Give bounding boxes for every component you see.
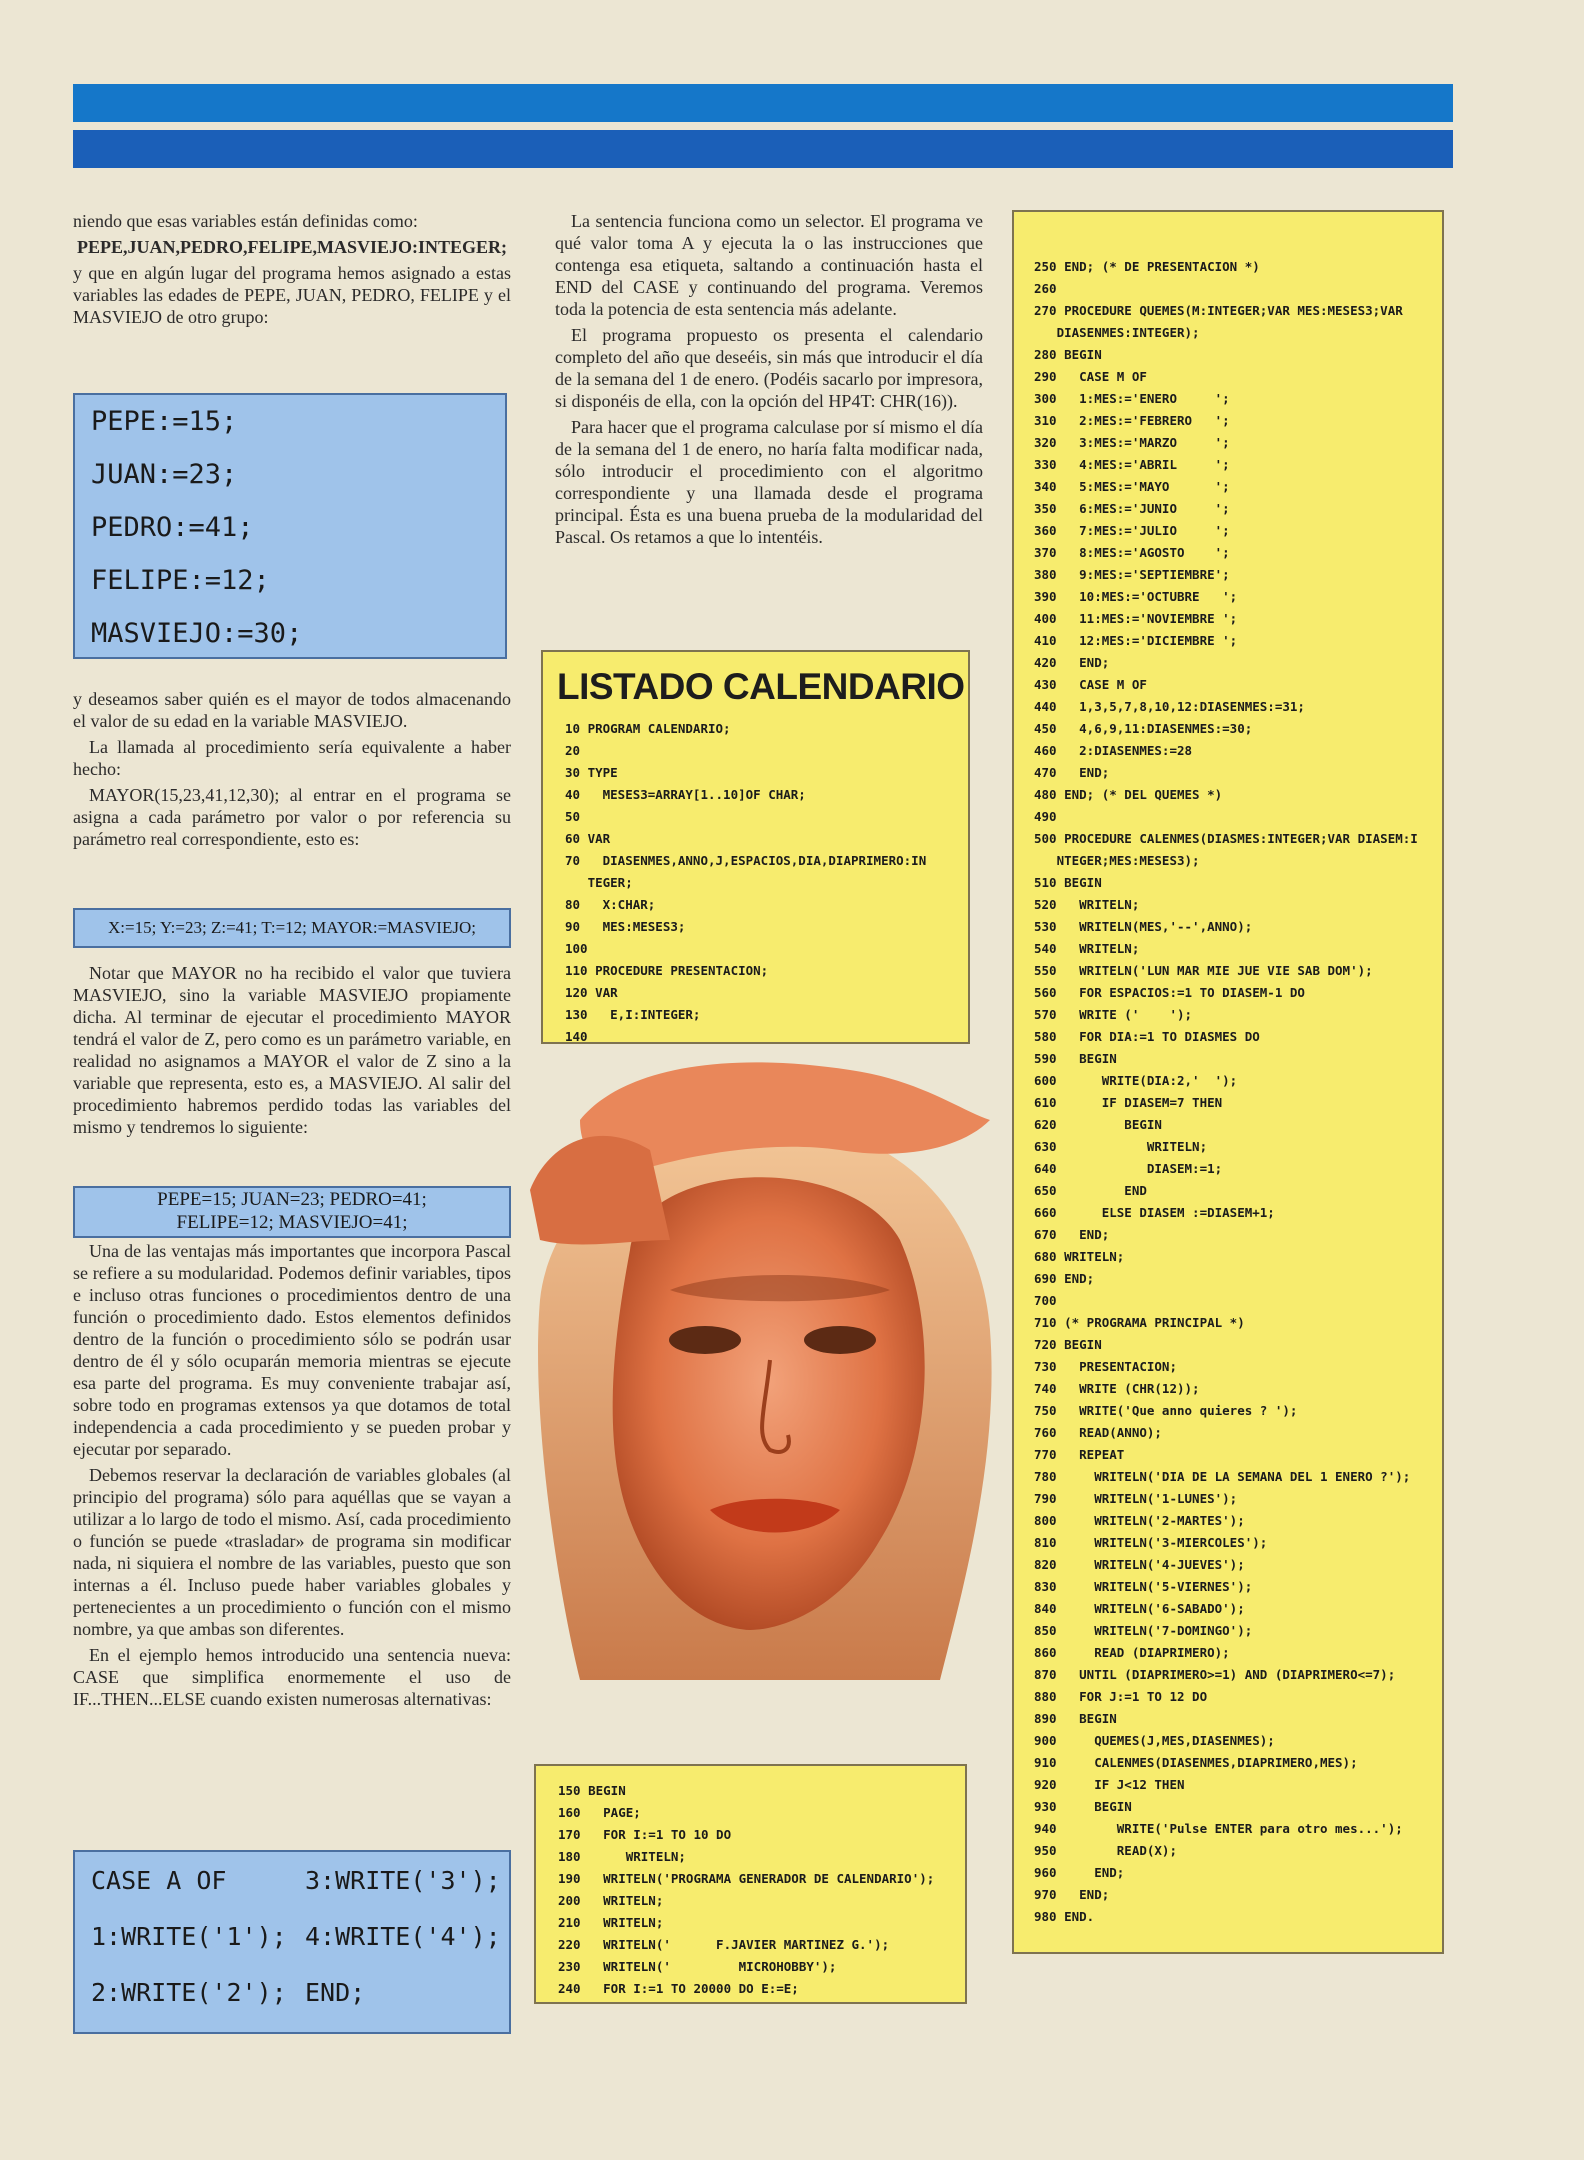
code-line: 740 WRITE (CHR(12)); bbox=[1034, 1381, 1200, 1396]
code-line: 100 bbox=[565, 941, 588, 956]
code-line: 930 BEGIN bbox=[1034, 1799, 1132, 1814]
code-line: 900 QUEMES(J,MES,DIASENMES); bbox=[1034, 1733, 1275, 1748]
code-line: 730 PRESENTACION; bbox=[1034, 1359, 1177, 1374]
code-line: 720 BEGIN bbox=[1034, 1337, 1102, 1352]
listing-box-part-2 bbox=[534, 1764, 967, 2004]
paragraph: Una de las ventajas más importantes que incorpora Pascal se refiere a su modularidad. Podemos definir variables, tipos e incluso otras funciones o procedimientos dentro de una función o procedimiento dado. Estos elementos definidos dentro de la función o procedimiento sólo se podrán usar dentro de él y sólo ocuparán memoria mientras se ejecute esa parte del programa. Es muy conveniente trabajar así, sobre todo en programas extensos ya que dotamos de total independencia a cada procedimiento y se pueden probar y ejecutar por separado. bbox=[73, 1241, 511, 1459]
code-line: 380 9:MES:='SEPTIEMBRE'; bbox=[1034, 567, 1230, 582]
code-line: 570 WRITE (' '); bbox=[1034, 1007, 1193, 1022]
code-line: 160 PAGE; bbox=[558, 1805, 641, 1820]
code-line: 870 UNTIL (DIAPRIMERO>=1) AND (DIAPRIMERO<=7); bbox=[1034, 1667, 1396, 1682]
code-line: 460 2:DIASENMES:=28 bbox=[1034, 743, 1193, 758]
code-line: 360 7:MES:='JULIO '; bbox=[1034, 523, 1230, 538]
code-line: 580 FOR DIA:=1 TO DIASMES DO bbox=[1034, 1029, 1260, 1044]
listing-title: LISTADO CALENDARIO bbox=[557, 666, 965, 707]
code-line: 780 WRITELN('DIA DE LA SEMANA DEL 1 ENERO ?'); bbox=[1034, 1469, 1411, 1484]
code-line: 750 WRITE('Que anno quieres ? '); bbox=[1034, 1403, 1298, 1418]
code-line: 420 END; bbox=[1034, 655, 1110, 670]
code-line: 340 5:MES:='MAYO '; bbox=[1034, 479, 1230, 494]
article-column-1-part-2 bbox=[73, 688, 511, 854]
code-line: 610 IF DIASEM=7 THEN bbox=[1034, 1095, 1223, 1110]
code-line: 500 PROCEDURE CALENMES(DIASMES:INTEGER;VAR DIASEM:I bbox=[1034, 831, 1418, 846]
variable-declaration: PEPE,JUAN,PEDRO,FELIPE,MASVIEJO:INTEGER; bbox=[76, 237, 508, 257]
code-line: 220 WRITELN(' F.JAVIER MARTINEZ G.'); bbox=[558, 1937, 890, 1952]
code-line: 110 PROCEDURE PRESENTACION; bbox=[565, 963, 769, 978]
code-line: 950 READ(X); bbox=[1034, 1843, 1177, 1858]
code-line: 400 11:MES:='NOVIEMBRE '; bbox=[1034, 611, 1238, 626]
code-line: 890 BEGIN bbox=[1034, 1711, 1117, 1726]
code-line: 180 WRITELN; bbox=[558, 1849, 686, 1864]
code-line: 790 WRITELN('1-LUNES'); bbox=[1034, 1491, 1238, 1506]
code-line: 860 READ (DIAPRIMERO); bbox=[1034, 1645, 1230, 1660]
paragraph: En el ejemplo hemos introducido una sentencia nueva: CASE que simplifica enormemente el uso de IF...THEN...ELSE cuando existen numerosas alternativas: bbox=[73, 1645, 511, 1709]
code-line: 80 X:CHAR; bbox=[565, 897, 656, 912]
code-line: 680 WRITELN; bbox=[1034, 1249, 1125, 1264]
code-line: 120 VAR bbox=[565, 985, 618, 1000]
code-line: 600 WRITE(DIA:2,' '); bbox=[1034, 1073, 1238, 1088]
paragraph: niendo que esas variables están definidas como: bbox=[73, 211, 418, 231]
code-line: 650 END bbox=[1034, 1183, 1147, 1198]
code-line: 290 CASE M OF bbox=[1034, 369, 1147, 384]
code-line: MASVIEJO:=30; bbox=[91, 618, 303, 649]
code-line: 200 WRITELN; bbox=[558, 1893, 664, 1908]
code-line: 230 WRITELN(' MICROHOBBY'); bbox=[558, 1959, 837, 1974]
code-line: 480 END; (* DEL QUEMES *) bbox=[1034, 787, 1223, 802]
code-line: 210 WRITELN; bbox=[558, 1915, 664, 1930]
code-line: 920 IF J<12 THEN bbox=[1034, 1777, 1185, 1792]
code-line: TEGER; bbox=[565, 875, 633, 890]
code-line: 130 E,I:INTEGER; bbox=[565, 1007, 701, 1022]
code-line: 270 PROCEDURE QUEMES(M:INTEGER;VAR MES:MESES3;VAR bbox=[1034, 303, 1403, 318]
code-line: 300 1:MES:='ENERO '; bbox=[1034, 391, 1230, 406]
listing-box-part-1 bbox=[541, 650, 970, 1044]
code-line: 40 MESES3=ARRAY[1..10]OF CHAR; bbox=[565, 787, 806, 802]
code-line: 330 4:MES:='ABRIL '; bbox=[1034, 457, 1230, 472]
code-line: 710 (* PROGRAMA PRINCIPAL *) bbox=[1034, 1315, 1245, 1330]
code-line: CASE A OF bbox=[91, 1866, 227, 1895]
code-line: 410 12:MES:='DICIEMBRE '; bbox=[1034, 633, 1238, 648]
code-line: 350 6:MES:='JUNIO '; bbox=[1034, 501, 1230, 516]
listing-box-part-3 bbox=[1012, 210, 1444, 1954]
code-line: 440 1,3,5,7,8,10,12:DIASENMES:=31; bbox=[1034, 699, 1305, 714]
article-column-1-part-4 bbox=[73, 1240, 511, 1714]
article-column-1 bbox=[73, 210, 511, 332]
paragraph: Debemos reservar la declaración de variables globales (al principio del programa) sólo para aquéllas que se vayan a utilizar a lo largo de todo el mismo. Así, cada procedimiento o función se puede «trasladar» de programa sin modificar nada, ni siquiera el nombre de las variables, puesto que son internas a él. Incluso puede haber variables globales y pertenecientes a un procedimiento o función con el mismo nombre, ya que ambas son diferentes. bbox=[73, 1465, 511, 1639]
code-line: 490 bbox=[1034, 809, 1057, 824]
code-line: 820 WRITELN('4-JUEVES'); bbox=[1034, 1557, 1245, 1572]
code-line: 630 WRITELN; bbox=[1034, 1139, 1208, 1154]
code-line: FELIPE:=12; bbox=[91, 565, 270, 596]
code-line: 940 WRITE('Pulse ENTER para otro mes...'); bbox=[1034, 1821, 1403, 1836]
code-line: 540 WRITELN; bbox=[1034, 941, 1140, 956]
code-line: 620 BEGIN bbox=[1034, 1117, 1162, 1132]
code-line: NTEGER;MES:MESES3); bbox=[1034, 853, 1200, 868]
code-line: 510 BEGIN bbox=[1034, 875, 1102, 890]
code-line: 700 bbox=[1034, 1293, 1057, 1308]
code-line: 370 8:MES:='AGOSTO '; bbox=[1034, 545, 1230, 560]
code-line: 550 WRITELN('LUN MAR MIE JUE VIE SAB DOM'); bbox=[1034, 963, 1373, 978]
code-line: 590 BEGIN bbox=[1034, 1051, 1117, 1066]
code-line: 670 END; bbox=[1034, 1227, 1110, 1242]
code-line: JUAN:=23; bbox=[91, 459, 238, 490]
code-line: 280 BEGIN bbox=[1034, 347, 1102, 362]
case-example-box bbox=[73, 1850, 511, 2034]
code-line: PEDRO:=41; bbox=[91, 512, 254, 543]
code-line: 850 WRITELN('7-DOMINGO'); bbox=[1034, 1623, 1253, 1638]
code-line: 90 MES:MESES3; bbox=[565, 919, 686, 934]
article-column-2 bbox=[555, 210, 983, 552]
code-line: 430 CASE M OF bbox=[1034, 677, 1147, 692]
code-line: 660 ELSE DIASEM :=DIASEM+1; bbox=[1034, 1205, 1275, 1220]
paragraph: La llamada al procedimiento sería equivalente a haber hecho: bbox=[73, 737, 511, 779]
code-line: 760 READ(ANNO); bbox=[1034, 1425, 1162, 1440]
code-line: 810 WRITELN('3-MIERCOLES'); bbox=[1034, 1535, 1268, 1550]
code-line: 520 WRITELN; bbox=[1034, 897, 1140, 912]
code-line: 2:WRITE('2'); bbox=[91, 1978, 287, 2007]
code-line: 560 FOR ESPACIOS:=1 TO DIASEM-1 DO bbox=[1034, 985, 1305, 1000]
code-line: 190 WRITELN('PROGRAMA GENERADOR DE CALENDARIO'); bbox=[558, 1871, 935, 1886]
code-line: 60 VAR bbox=[565, 831, 611, 846]
code-line: 1:WRITE('1'); bbox=[91, 1922, 287, 1951]
code-line: 310 2:MES:='FEBRERO '; bbox=[1034, 413, 1230, 428]
code-line: 140 bbox=[565, 1029, 588, 1044]
code-line: 830 WRITELN('5-VIERNES'); bbox=[1034, 1579, 1253, 1594]
assignment-code-box bbox=[73, 393, 507, 659]
paragraph: Para hacer que el programa calculase por sí mismo el día de la semana del 1 de enero, no haría falta modificar nada, sólo introducir el procedimiento con el algoritmo correspondiente y una llamada desde el programa principal. Ésta es una buena prueba de la modularidad del Pascal. Os retamos a que lo intentéis. bbox=[555, 417, 983, 547]
code-line: 10 PROGRAM CALENDARIO; bbox=[565, 721, 731, 736]
code-line: 240 FOR I:=1 TO 20000 DO E:=E; bbox=[558, 1981, 799, 1996]
paragraph: y deseamos saber quién es el mayor de todos almacenando el valor de su edad en la variable MASVIEJO. bbox=[73, 689, 511, 731]
code-line: 770 REPEAT bbox=[1034, 1447, 1125, 1462]
paragraph: Notar que MAYOR no ha recibido el valor que tuviera MASVIEJO, sino la variable MASVIEJO propiamente dicha. Al terminar de ejecutar el procedimiento MAYOR tendrá el valor de Z, pero como es un parámetro variable, en realidad no asignamos a MAYOR el valor de Z sino a la variable que representa, esto es, a MASVIEJO. Al salir del procedimiento habremos perdido todas las variables del mismo y tendremos lo siguiente: bbox=[73, 963, 511, 1137]
paragraph: El programa propuesto os presenta el calendario completo del año que deseéis, sin más que introducir el día de la semana del 1 de enero. (Podéis sacarlo por impresora, si disponéis de ella, con la opción del HP4T: CHR(16)). bbox=[555, 325, 983, 411]
listing-lines bbox=[543, 718, 968, 1048]
code-line: 960 END; bbox=[1034, 1865, 1125, 1880]
parameter-call-box: X:=15; Y:=23; Z:=41; T:=12; MAYOR:=MASVIEJO; bbox=[73, 908, 511, 948]
code-line: 450 4,6,9,11:DIASENMES:=30; bbox=[1034, 721, 1253, 736]
result-line: FELIPE=12; MASVIEJO=41; bbox=[176, 1212, 408, 1233]
result-line: PEPE=15; JUAN=23; PEDRO=41; bbox=[157, 1189, 427, 1210]
code-line: 880 FOR J:=1 TO 12 DO bbox=[1034, 1689, 1208, 1704]
code-line: DIASENMES:INTEGER); bbox=[1034, 325, 1200, 340]
code-line: 910 CALENMES(DIASENMES,DIAPRIMERO,MES); bbox=[1034, 1755, 1358, 1770]
code-line: 640 DIASEM:=1; bbox=[1034, 1161, 1223, 1176]
result-box bbox=[73, 1186, 511, 1238]
header-bar-bottom bbox=[73, 130, 1453, 168]
code-line: 320 3:MES:='MARZO '; bbox=[1034, 435, 1230, 450]
code-line: 4:WRITE('4'); bbox=[305, 1922, 501, 1951]
paragraph: y que en algún lugar del programa hemos asignado a estas variables las edades de PEPE, JUAN, PEDRO, FELIPE y el MASVIEJO de otro grupo: bbox=[73, 263, 511, 327]
listing-lines bbox=[536, 1780, 965, 2000]
code-line: 3:WRITE('3'); bbox=[305, 1866, 501, 1895]
article-column-1-part-3 bbox=[73, 962, 511, 1142]
code-line: 690 END; bbox=[1034, 1271, 1095, 1286]
code-line: 70 DIASENMES,ANNO,J,ESPACIOS,DIA,DIAPRIMERO:IN bbox=[565, 853, 927, 868]
code-line: 530 WRITELN(MES,'--',ANNO); bbox=[1034, 919, 1253, 934]
code-line: 800 WRITELN('2-MARTES'); bbox=[1034, 1513, 1245, 1528]
code-line: 390 10:MES:='OCTUBRE '; bbox=[1034, 589, 1238, 604]
code-line: 980 END. bbox=[1034, 1909, 1095, 1924]
code-line: 260 bbox=[1034, 281, 1057, 296]
code-line: 170 FOR I:=1 TO 10 DO bbox=[558, 1827, 732, 1842]
code-line: 150 BEGIN bbox=[558, 1783, 626, 1798]
code-line: END; bbox=[305, 1978, 366, 2007]
code-line: 470 END; bbox=[1034, 765, 1110, 780]
code-line: 20 bbox=[565, 743, 581, 758]
code-line: PEPE:=15; bbox=[91, 406, 238, 437]
face-illustration bbox=[520, 1040, 1025, 1690]
code-line: 970 END; bbox=[1034, 1887, 1110, 1902]
listing-lines bbox=[1014, 212, 1442, 1928]
code-line: 30 TYPE bbox=[565, 765, 618, 780]
code-line: 50 bbox=[565, 809, 581, 824]
code-line: 250 END; (* DE PRESENTACION *) bbox=[1034, 259, 1260, 274]
code-line: 840 WRITELN('6-SABADO'); bbox=[1034, 1601, 1245, 1616]
paragraph: MAYOR(15,23,41,12,30); al entrar en el programa se asigna a cada parámetro por valor o por referencia su parámetro real correspondiente, esto es: bbox=[73, 785, 511, 849]
header-bar-top bbox=[73, 84, 1453, 122]
paragraph: La sentencia funciona como un selector. El programa ve qué valor toma A y ejecuta la o las instrucciones que contenga esa etiqueta, saltando a continuación hasta el END del CASE y continuando del programa. Veremos toda la potencia de esta sentencia más adelante. bbox=[555, 211, 983, 319]
